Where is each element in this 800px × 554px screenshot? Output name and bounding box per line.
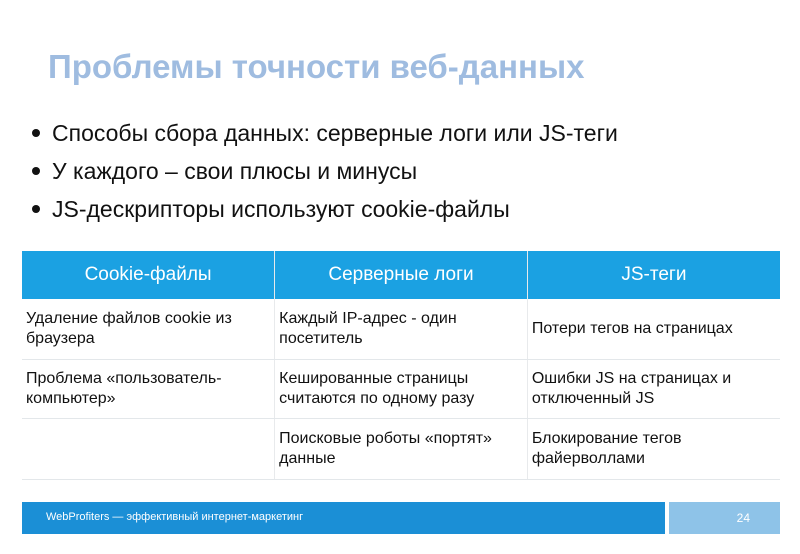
footer-text: WebProfiters — эффективный интернет-маркетинг xyxy=(46,511,304,523)
slide-footer xyxy=(22,502,780,534)
bullet-item xyxy=(30,156,618,186)
header-cookie-files: Cookie-файлы xyxy=(22,251,275,299)
table-cell: Каждый IP-адрес - один посетитель xyxy=(275,299,528,360)
bullet-icon xyxy=(32,167,40,175)
table-cell: Удаление файлов cookie из браузера xyxy=(22,299,275,360)
header-server-logs: Серверные логи xyxy=(275,251,528,299)
bullet-text: У каждого – свои плюсы и минусы xyxy=(52,158,418,184)
table-cell: Поисковые роботы «портят» данные xyxy=(275,419,528,480)
table-row xyxy=(22,360,780,419)
bullet-item xyxy=(30,194,618,224)
comparison-table xyxy=(22,251,780,480)
table-cell: Потери тегов на страницах xyxy=(527,299,780,360)
table-header-row xyxy=(22,251,780,299)
table-cell: Ошибки JS на страницах и отключенный JS xyxy=(527,360,780,419)
header-js-tags: JS-теги xyxy=(527,251,780,299)
table-row xyxy=(22,299,780,360)
bullet-list xyxy=(30,118,618,232)
bullet-text: Способы сбора данных: серверные логи или JS-теги xyxy=(52,120,618,146)
bullet-icon xyxy=(32,205,40,213)
table-row xyxy=(22,419,780,480)
table-cell: Проблема «пользователь-компьютер» xyxy=(22,360,275,419)
table-cell xyxy=(22,419,275,480)
slide-title: Проблемы точности веб-данных xyxy=(48,48,585,85)
table-cell: Блокирование тегов файерволлами xyxy=(527,419,780,480)
bullet-item xyxy=(30,118,618,148)
footer-bar xyxy=(22,502,665,534)
page-number: 24 xyxy=(736,511,750,525)
bullet-icon xyxy=(32,129,40,137)
bullet-text: JS-дескрипторы используют cookie-файлы xyxy=(52,196,510,222)
footer-page-box xyxy=(669,502,780,534)
table-cell: Кешированные страницы считаются по одному разу xyxy=(275,360,528,419)
